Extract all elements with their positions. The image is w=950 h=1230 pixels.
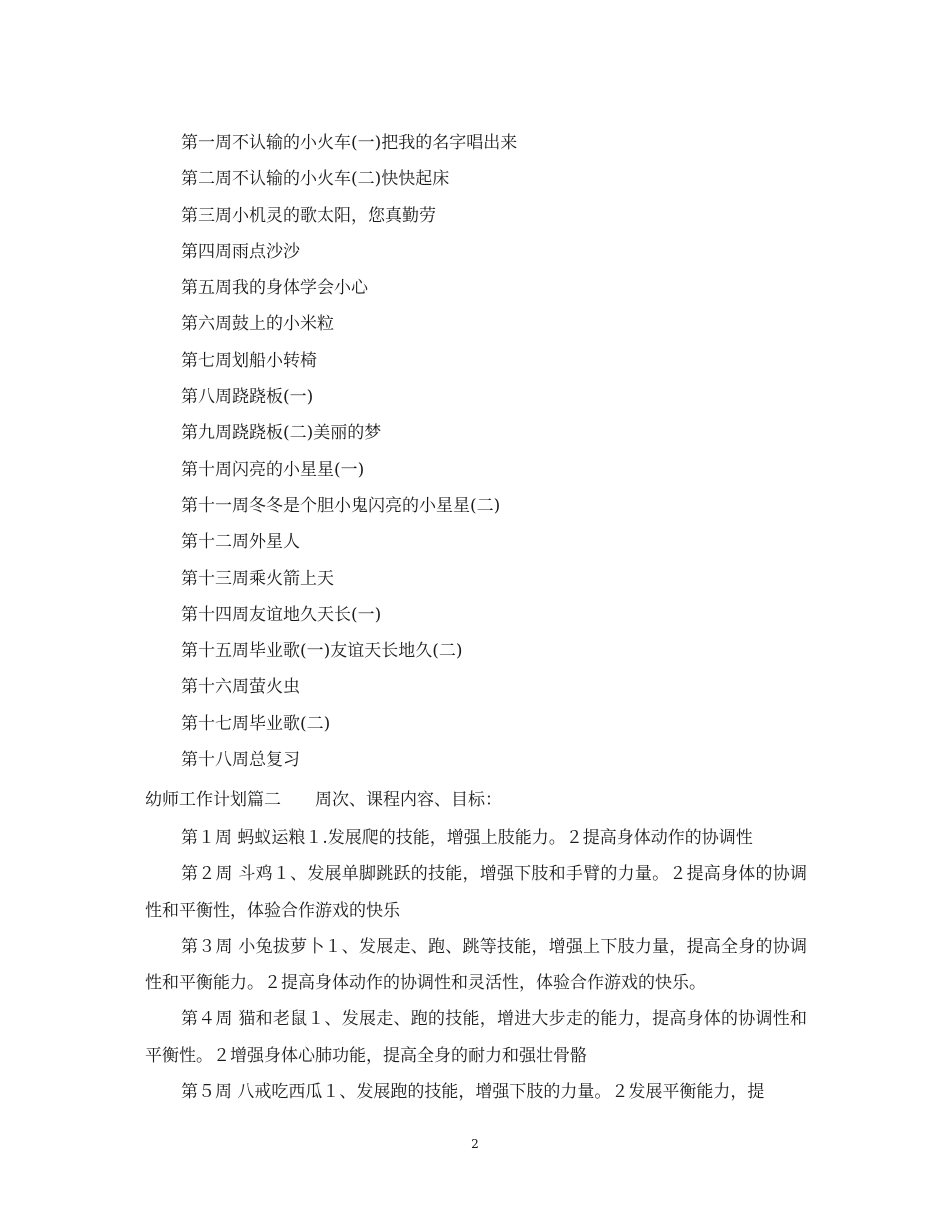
plan-paragraphs [145, 820, 807, 1110]
plan-paragraph: 第２周 斗鸡１、发展单脚跳跃的技能，增强下肢和手臂的力量。２提高身体的协调性和平衡性，体验合作游戏的快乐 [145, 864, 807, 921]
week-item: 第一周不认输的小火车(一)把我的名字唱出来 [181, 133, 518, 153]
week-item: 第十周闪亮的小星星(一) [181, 459, 365, 480]
week-item: 第十一周冬冬是个胆小鬼闪亮的小星星(二) [181, 495, 501, 516]
week-item: 第九周跷跷板(二)美丽的梦 [181, 423, 382, 444]
week-item: 第十四周友谊地久天长(一) [181, 604, 382, 625]
plan-paragraph: 第３周 小兔拔萝卜１、发展走、跑、跳等技能，增强上下肢力量，提高全身的协调性和平衡能力。２提高身体动作的协调性和灵活性，体验合作游戏的快乐。 [145, 936, 807, 994]
week-item: 第十七周毕业歌(二) [181, 713, 331, 734]
week-item: 第十三周乘火箭上天 [181, 568, 334, 589]
week-item: 第六周鼓上的小米粒 [181, 314, 334, 335]
week-schedule-list [181, 128, 517, 781]
week-item: 第四周雨点沙沙 [181, 241, 300, 262]
week-item: 第二周不认输的小火车(二)快快起床 [181, 169, 450, 190]
week-item: 第十六周萤火虫 [181, 677, 300, 698]
week-item: 第十八周总复习 [181, 750, 300, 771]
plan-paragraph: 第１周 蚂蚁运粮１.发展爬的技能，增强上肢能力。２提高身体动作的协调性 [181, 828, 753, 848]
plan-paragraph: 第５周 八戒吃西瓜１、发展跑的技能，增强下肢的力量。２发展平衡能力，提 [181, 1082, 765, 1103]
page-number: 2 [471, 1137, 479, 1151]
week-item: 第十五周毕业歌(一)友谊天长地久(二) [181, 641, 463, 662]
week-item: 第十二周外星人 [181, 532, 300, 553]
week-item: 第五周我的身体学会小心 [181, 278, 368, 299]
plan-paragraph: 第４周 猫和老鼠１、发展走、跑的技能，增进大步走的能力，提高身体的协调性和平衡性。２增强身体心肺功能，提高全身的耐力和强壮骨骼 [145, 1009, 807, 1066]
week-item: 第七周划船小转椅 [181, 350, 317, 371]
week-item: 第八周跷跷板(一) [181, 387, 314, 408]
section-heading: 幼师工作计划篇二 周次、课程内容、目标： [145, 790, 502, 810]
week-item: 第三周小机灵的歌太阳，您真勤劳 [181, 205, 436, 226]
